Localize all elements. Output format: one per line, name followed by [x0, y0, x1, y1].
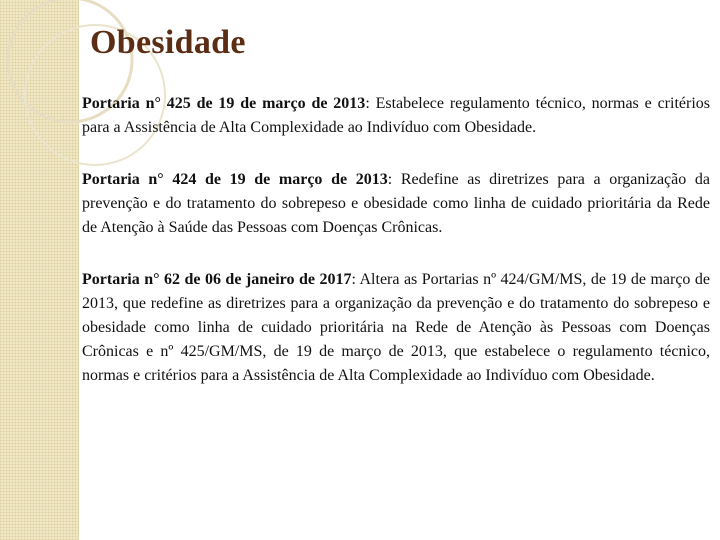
portaria-424-text: : Redefine as diretrizes para a organização da prevenção e do tratamento do sobrepeso e obesidade como linha de cuidado prioritária da Rede de Atenção à Saúde das Pessoas com Doenças Crônicas. — [82, 171, 711, 236]
paragraph-portaria-424 — [82, 168, 710, 240]
portaria-425-heading: Portaria n° 425 de 19 de março de 2013 — [82, 95, 366, 112]
portaria-62-text: : Altera as Portarias nº 424/GM/MS, de 19 de março de 2013, que redefine as diretrizes para a organização da prevenção e do tratamento do sobrepeso e obesidade como linha de cuidado prioritária na Rede de Atenção às Pessoas com Doenças Crônicas e nº 425/GM/MS, de 19 de março de 2013, que estabelece o regulamento técnico, normas e critérios para a Assistência de Alta Complexidade ao Indivíduo com Obesidade. — [82, 271, 710, 384]
slide-title: Obesidade — [90, 24, 246, 61]
portaria-425-text: : Estabelece regulamento técnico, normas e critérios para a Assistência de Alta Complexidade ao Indivíduo com Obesidade. — [82, 95, 710, 136]
paragraph-portaria-62 — [82, 268, 710, 388]
slide-content — [82, 92, 710, 416]
portaria-424-heading: Portaria n° 424 de 19 de março de 2013 — [82, 171, 388, 188]
decorative-side-strip — [0, 0, 79, 540]
portaria-62-heading: Portaria n° 62 de 06 de janeiro de 2017 — [82, 271, 352, 288]
paragraph-portaria-425 — [82, 92, 710, 140]
